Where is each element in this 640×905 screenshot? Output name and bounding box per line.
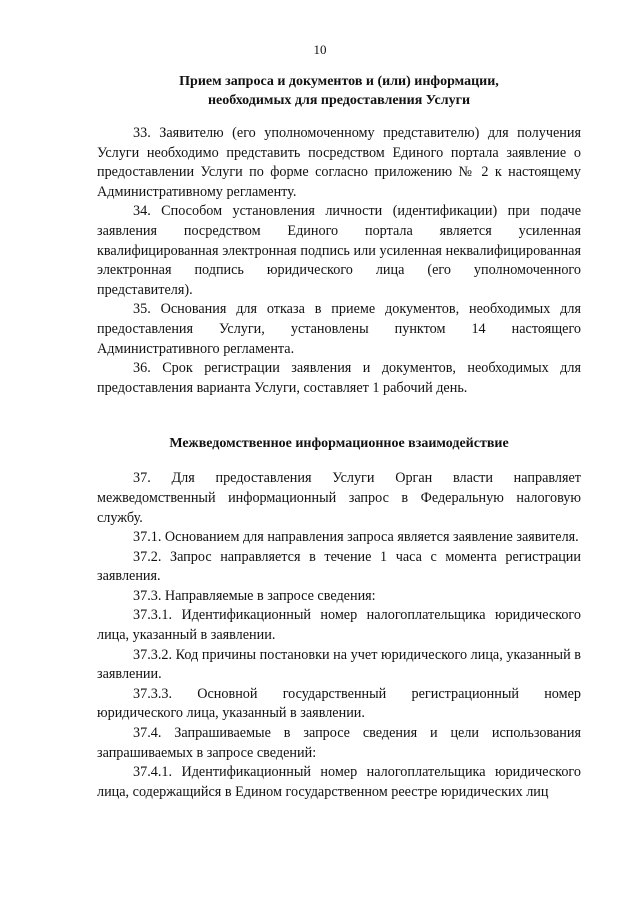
- paragraph-37: 37. Для предоставления Услуги Орган власти направляет межведомственный информационный запрос в Федеральную налоговую службу.: [97, 470, 581, 526]
- heading-line-2: необходимых для предоставления Услуги: [207, 93, 471, 108]
- paragraph-37-2: 37.2. Запрос направляется в течение 1 часа с момента регистрации заявления.: [97, 548, 581, 585]
- page-number: 10: [313, 42, 327, 57]
- paragraph-36: 36. Срок регистрации заявления и документов, необходимых для предоставления варианта Услуги, составляет 1 рабочий день.: [97, 360, 581, 396]
- section-heading-interagency: Межведомственное информационное взаимодействие: [169, 436, 509, 452]
- paragraph-37-3: 37.3. Направляемые в запросе сведения:: [133, 587, 376, 604]
- paragraph-37-1: 37.1. Основанием для направления запроса является заявление заявителя.: [133, 529, 579, 546]
- paragraph-34: 34. Способом установления личности (идентификации) при подаче заявления посредством Единого портала является усиленная квалифицированная электронная подпись или усиленная неквалифицированная электронная подпись юридического лица (его уполномоченного представителя).: [97, 203, 581, 298]
- paragraph-37-3-3: 37.3.3. Основной государственный регистрационный номер юридического лица, указанный в заявлении.: [97, 685, 581, 722]
- paragraph-35: 35. Основания для отказа в приеме документов, необходимых для предоставления Услуги, установлены пунктом 14 настоящего Административного регламента.: [97, 301, 581, 357]
- paragraph-37-4: 37.4. Запрашиваемые в запросе сведения и цели использования запрашиваемых в запросе сведений:: [97, 725, 581, 761]
- section-heading-request-documents: [97, 72, 581, 110]
- document-body: [97, 72, 581, 802]
- paragraph-37-3-2: 37.3.2. Код причины постановки на учет юридического лица, указанный в заявлении.: [97, 646, 581, 683]
- paragraph-37-4-1: 37.4.1. Идентификационный номер налогоплательщика юридического лица, содержащийся в Едином государственном реестре юридических лиц: [97, 764, 581, 800]
- paragraph-37-3-1: 37.3.1. Идентификационный номер налогоплательщика юридического лица, указанный в заявлении.: [97, 607, 581, 644]
- paragraph-33: 33. Заявителю (его уполномоченному представителю) для получения Услуги необходимо представить посредством Единого портала заявление о предоставлении Услуги по форме согласно приложению № 2 к настоящему Административному регламенту.: [97, 125, 581, 200]
- heading-line-1: Прием запроса и документов и (или) информации,: [179, 74, 499, 89]
